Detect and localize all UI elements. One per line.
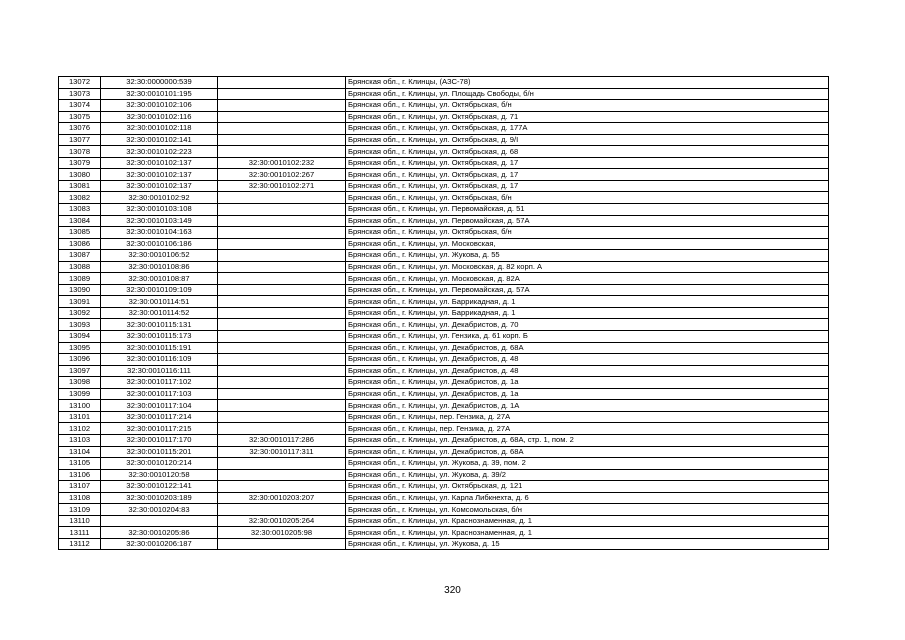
registry-table	[58, 76, 829, 550]
row-number-cell: 13090	[59, 284, 101, 296]
address-cell: Брянская обл., г. Клинцы, ул. Жукова, д. 15	[346, 538, 829, 550]
cadastral-number-cell: 32:30:0010120:214	[101, 458, 218, 470]
table-row	[59, 307, 829, 319]
row-number-cell: 13080	[59, 169, 101, 181]
row-number-cell: 13095	[59, 342, 101, 354]
table-row	[59, 342, 829, 354]
cadastral-number-cell: 32:30:0010104:163	[101, 227, 218, 239]
building-cadastral-number-cell: 32:30:0010205:264	[218, 515, 346, 527]
building-cadastral-number-cell: 32:30:0010117:286	[218, 434, 346, 446]
building-cadastral-number-cell	[218, 111, 346, 123]
cadastral-number-cell: 32:30:0010204:83	[101, 504, 218, 516]
building-cadastral-number-cell	[218, 123, 346, 135]
row-number-cell: 13096	[59, 354, 101, 366]
cadastral-number-cell: 32:30:0010203:189	[101, 492, 218, 504]
row-number-cell: 13076	[59, 123, 101, 135]
cadastral-number-cell: 32:30:0010115:201	[101, 446, 218, 458]
building-cadastral-number-cell	[218, 388, 346, 400]
cadastral-number-cell: 32:30:0010206:187	[101, 538, 218, 550]
cadastral-number-cell: 32:30:0010108:86	[101, 261, 218, 273]
row-number-cell: 13074	[59, 100, 101, 112]
address-cell: Брянская обл., г. Клинцы, ул. Октябрьская, б/н	[346, 192, 829, 204]
building-cadastral-number-cell	[218, 307, 346, 319]
cadastral-number-cell: 32:30:0010102:137	[101, 157, 218, 169]
cadastral-number-cell: 32:30:0010109:109	[101, 284, 218, 296]
building-cadastral-number-cell	[218, 504, 346, 516]
address-cell: Брянская обл., г. Клинцы, ул. Московская, д. 82 корп. А	[346, 261, 829, 273]
building-cadastral-number-cell	[218, 423, 346, 435]
registry-table-body	[59, 77, 829, 550]
row-number-cell: 13099	[59, 388, 101, 400]
address-cell: Брянская обл., г. Клинцы, ул. Жукова, д. 39/2	[346, 469, 829, 481]
building-cadastral-number-cell	[218, 365, 346, 377]
building-cadastral-number-cell	[218, 77, 346, 89]
row-number-cell: 13097	[59, 365, 101, 377]
address-cell: Брянская обл., г. Клинцы, ул. Октябрьская, д. 17	[346, 180, 829, 192]
table-row	[59, 111, 829, 123]
cadastral-number-cell: 32:30:0010102:106	[101, 100, 218, 112]
building-cadastral-number-cell: 32:30:0010102:271	[218, 180, 346, 192]
table-row	[59, 446, 829, 458]
building-cadastral-number-cell	[218, 88, 346, 100]
cadastral-number-cell: 32:30:0010102:137	[101, 180, 218, 192]
cadastral-number-cell: 32:30:0010102:92	[101, 192, 218, 204]
address-cell: Брянская обл., г. Клинцы, ул. Октябрьская, д. 177А	[346, 123, 829, 135]
table-row	[59, 388, 829, 400]
cadastral-number-cell: 32:30:0010115:191	[101, 342, 218, 354]
cadastral-number-cell: 32:30:0010122:141	[101, 481, 218, 493]
table-row	[59, 469, 829, 481]
table-row	[59, 411, 829, 423]
row-number-cell: 13079	[59, 157, 101, 169]
building-cadastral-number-cell	[218, 296, 346, 308]
row-number-cell: 13085	[59, 227, 101, 239]
cadastral-number-cell: 32:30:0010106:52	[101, 250, 218, 262]
building-cadastral-number-cell	[218, 469, 346, 481]
table-row	[59, 481, 829, 493]
row-number-cell: 13083	[59, 204, 101, 216]
table-row	[59, 515, 829, 527]
table-row	[59, 365, 829, 377]
building-cadastral-number-cell	[218, 261, 346, 273]
building-cadastral-number-cell: 32:30:0010102:267	[218, 169, 346, 181]
building-cadastral-number-cell	[218, 354, 346, 366]
building-cadastral-number-cell: 32:30:0010203:207	[218, 492, 346, 504]
address-cell: Брянская обл., г. Клинцы, ул. Жукова, д. 39, пом. 2	[346, 458, 829, 470]
building-cadastral-number-cell	[218, 400, 346, 412]
building-cadastral-number-cell	[218, 411, 346, 423]
cadastral-number-cell: 32:30:0010117:104	[101, 400, 218, 412]
address-cell: Брянская обл., г. Клинцы, пер. Гензика, д. 27А	[346, 423, 829, 435]
building-cadastral-number-cell	[218, 227, 346, 239]
address-cell: Брянская обл., г. Клинцы, ул. Декабристов, д. 68А, стр. 1, пом. 2	[346, 434, 829, 446]
table-row	[59, 296, 829, 308]
table-row	[59, 146, 829, 158]
address-cell: Брянская обл., г. Клинцы, ул. Декабристов, д. 68А	[346, 446, 829, 458]
row-number-cell: 13091	[59, 296, 101, 308]
cadastral-number-cell: 32:30:0010108:87	[101, 273, 218, 285]
cadastral-number-cell: 32:30:0010102:137	[101, 169, 218, 181]
address-cell: Брянская обл., г. Клинцы, ул. Декабристов, д. 48	[346, 365, 829, 377]
building-cadastral-number-cell	[218, 215, 346, 227]
table-row	[59, 134, 829, 146]
row-number-cell: 13087	[59, 250, 101, 262]
table-row	[59, 227, 829, 239]
cadastral-number-cell: 32:30:0010117:103	[101, 388, 218, 400]
address-cell: Брянская обл., г. Клинцы, ул. Краснознаменная, д. 1	[346, 527, 829, 539]
cadastral-number-cell: 32:30:0010102:141	[101, 134, 218, 146]
table-row	[59, 423, 829, 435]
table-row	[59, 458, 829, 470]
address-cell: Брянская обл., г. Клинцы, ул. Площадь Свободы, б/н	[346, 88, 829, 100]
address-cell: Брянская обл., г. Клинцы, пер. Гензика, д. 27А	[346, 411, 829, 423]
building-cadastral-number-cell	[218, 250, 346, 262]
address-cell: Брянская обл., г. Клинцы, ул. Декабристов, д. 1а	[346, 377, 829, 389]
row-number-cell: 13108	[59, 492, 101, 504]
cadastral-number-cell: 32:30:0010106:186	[101, 238, 218, 250]
building-cadastral-number-cell	[218, 331, 346, 343]
row-number-cell: 13103	[59, 434, 101, 446]
cadastral-number-cell: 32:30:0010101:195	[101, 88, 218, 100]
address-cell: Брянская обл., г. Клинцы, ул. Октябрьская, д. 9/I	[346, 134, 829, 146]
row-number-cell: 13093	[59, 319, 101, 331]
cadastral-number-cell: 32:30:0010115:173	[101, 331, 218, 343]
row-number-cell: 13089	[59, 273, 101, 285]
cadastral-number-cell: 32:30:0010102:116	[101, 111, 218, 123]
cadastral-number-cell: 32:30:0010114:51	[101, 296, 218, 308]
building-cadastral-number-cell	[218, 204, 346, 216]
table-row	[59, 77, 829, 89]
row-number-cell: 13110	[59, 515, 101, 527]
row-number-cell: 13100	[59, 400, 101, 412]
table-row	[59, 319, 829, 331]
table-row	[59, 434, 829, 446]
row-number-cell: 13101	[59, 411, 101, 423]
address-cell: Брянская обл., г. Клинцы, ул. Декабристов, д. 1А	[346, 400, 829, 412]
table-row	[59, 215, 829, 227]
table-row	[59, 492, 829, 504]
building-cadastral-number-cell	[218, 192, 346, 204]
address-cell: Брянская обл., г. Клинцы, ул. Декабристов, д. 68А	[346, 342, 829, 354]
address-cell: Брянская обл., г. Клинцы, ул. Октябрьская, б/н	[346, 227, 829, 239]
row-number-cell: 13104	[59, 446, 101, 458]
cadastral-number-cell: 32:30:0010117:102	[101, 377, 218, 389]
cadastral-number-cell: 32:30:0010117:215	[101, 423, 218, 435]
table-row	[59, 238, 829, 250]
table-row	[59, 169, 829, 181]
building-cadastral-number-cell	[218, 146, 346, 158]
cadastral-number-cell: 32:30:0010117:170	[101, 434, 218, 446]
row-number-cell: 13075	[59, 111, 101, 123]
row-number-cell: 13072	[59, 77, 101, 89]
address-cell: Брянская обл., г. Клинцы, (АЗС-78)	[346, 77, 829, 89]
row-number-cell: 13084	[59, 215, 101, 227]
row-number-cell: 13107	[59, 481, 101, 493]
row-number-cell: 13111	[59, 527, 101, 539]
row-number-cell: 13082	[59, 192, 101, 204]
row-number-cell: 13094	[59, 331, 101, 343]
cadastral-number-cell: 32:30:0010115:131	[101, 319, 218, 331]
address-cell: Брянская обл., г. Клинцы, ул. Краснознаменная, д. 1	[346, 515, 829, 527]
table-row	[59, 180, 829, 192]
table-row	[59, 400, 829, 412]
building-cadastral-number-cell	[218, 319, 346, 331]
address-cell: Брянская обл., г. Клинцы, ул. Московская, д. 82А	[346, 273, 829, 285]
row-number-cell: 13088	[59, 261, 101, 273]
row-number-cell: 13109	[59, 504, 101, 516]
cadastral-number-cell: 32:30:0010102:118	[101, 123, 218, 135]
cadastral-number-cell: 32:30:0000000:539	[101, 77, 218, 89]
building-cadastral-number-cell	[218, 134, 346, 146]
row-number-cell: 13112	[59, 538, 101, 550]
row-number-cell: 13073	[59, 88, 101, 100]
building-cadastral-number-cell	[218, 100, 346, 112]
address-cell: Брянская обл., г. Клинцы, ул. Октябрьская, д. 17	[346, 169, 829, 181]
cadastral-number-cell: 32:30:0010114:52	[101, 307, 218, 319]
address-cell: Брянская обл., г. Клинцы, ул. Декабристов, д. 70	[346, 319, 829, 331]
address-cell: Брянская обл., г. Клинцы, ул. Октябрьская, д. 17	[346, 157, 829, 169]
table-row	[59, 504, 829, 516]
cadastral-number-cell: 32:30:0010117:214	[101, 411, 218, 423]
address-cell: Брянская обл., г. Клинцы, ул. Баррикадная, д. 1	[346, 296, 829, 308]
cadastral-number-cell: 32:30:0010103:108	[101, 204, 218, 216]
building-cadastral-number-cell: 32:30:0010117:311	[218, 446, 346, 458]
table-row	[59, 192, 829, 204]
building-cadastral-number-cell	[218, 458, 346, 470]
cadastral-number-cell: 32:30:0010116:111	[101, 365, 218, 377]
table-row	[59, 100, 829, 112]
building-cadastral-number-cell: 32:30:0010205:98	[218, 527, 346, 539]
row-number-cell: 13081	[59, 180, 101, 192]
address-cell: Брянская обл., г. Клинцы, ул. Октябрьская, д. 121	[346, 481, 829, 493]
address-cell: Брянская обл., г. Клинцы, ул. Баррикадная, д. 1	[346, 307, 829, 319]
table-row	[59, 273, 829, 285]
cadastral-number-cell: 32:30:0010116:109	[101, 354, 218, 366]
address-cell: Брянская обл., г. Клинцы, ул. Первомайская, д. 51	[346, 204, 829, 216]
table-row	[59, 538, 829, 550]
table-row	[59, 527, 829, 539]
address-cell: Брянская обл., г. Клинцы, ул. Декабристов, д. 48	[346, 354, 829, 366]
address-cell: Брянская обл., г. Клинцы, ул. Гензика, д. 61 корп. Б	[346, 331, 829, 343]
table-row	[59, 354, 829, 366]
address-cell: Брянская обл., г. Клинцы, ул. Октябрьская, д. 71	[346, 111, 829, 123]
address-cell: Брянская обл., г. Клинцы, ул. Карла Либкнехта, д. 6	[346, 492, 829, 504]
address-cell: Брянская обл., г. Клинцы, ул. Первомайская, д. 57А	[346, 215, 829, 227]
table-row	[59, 250, 829, 262]
table-row	[59, 284, 829, 296]
table-row	[59, 157, 829, 169]
building-cadastral-number-cell	[218, 342, 346, 354]
building-cadastral-number-cell: 32:30:0010102:232	[218, 157, 346, 169]
table-row	[59, 88, 829, 100]
building-cadastral-number-cell	[218, 273, 346, 285]
cadastral-number-cell: 32:30:0010102:223	[101, 146, 218, 158]
table-row	[59, 204, 829, 216]
cadastral-number-cell	[101, 515, 218, 527]
address-cell: Брянская обл., г. Клинцы, ул. Октябрьская, б/н	[346, 100, 829, 112]
address-cell: Брянская обл., г. Клинцы, ул. Октябрьская, д. 68	[346, 146, 829, 158]
row-number-cell: 13106	[59, 469, 101, 481]
building-cadastral-number-cell	[218, 284, 346, 296]
table-row	[59, 377, 829, 389]
row-number-cell: 13078	[59, 146, 101, 158]
page-number: 320	[444, 585, 461, 596]
address-cell: Брянская обл., г. Клинцы, ул. Комсомольская, б/н	[346, 504, 829, 516]
address-cell: Брянская обл., г. Клинцы, ул. Московская,	[346, 238, 829, 250]
row-number-cell: 13086	[59, 238, 101, 250]
cadastral-number-cell: 32:30:0010205:86	[101, 527, 218, 539]
table-row	[59, 331, 829, 343]
address-cell: Брянская обл., г. Клинцы, ул. Первомайская, д. 57А	[346, 284, 829, 296]
building-cadastral-number-cell	[218, 377, 346, 389]
address-cell: Брянская обл., г. Клинцы, ул. Жукова, д. 55	[346, 250, 829, 262]
table-row	[59, 261, 829, 273]
row-number-cell: 13102	[59, 423, 101, 435]
building-cadastral-number-cell	[218, 538, 346, 550]
building-cadastral-number-cell	[218, 238, 346, 250]
row-number-cell: 13098	[59, 377, 101, 389]
row-number-cell: 13105	[59, 458, 101, 470]
building-cadastral-number-cell	[218, 481, 346, 493]
table-row	[59, 123, 829, 135]
row-number-cell: 13092	[59, 307, 101, 319]
row-number-cell: 13077	[59, 134, 101, 146]
cadastral-number-cell: 32:30:0010103:149	[101, 215, 218, 227]
cadastral-number-cell: 32:30:0010120:58	[101, 469, 218, 481]
address-cell: Брянская обл., г. Клинцы, ул. Декабристов, д. 1а	[346, 388, 829, 400]
